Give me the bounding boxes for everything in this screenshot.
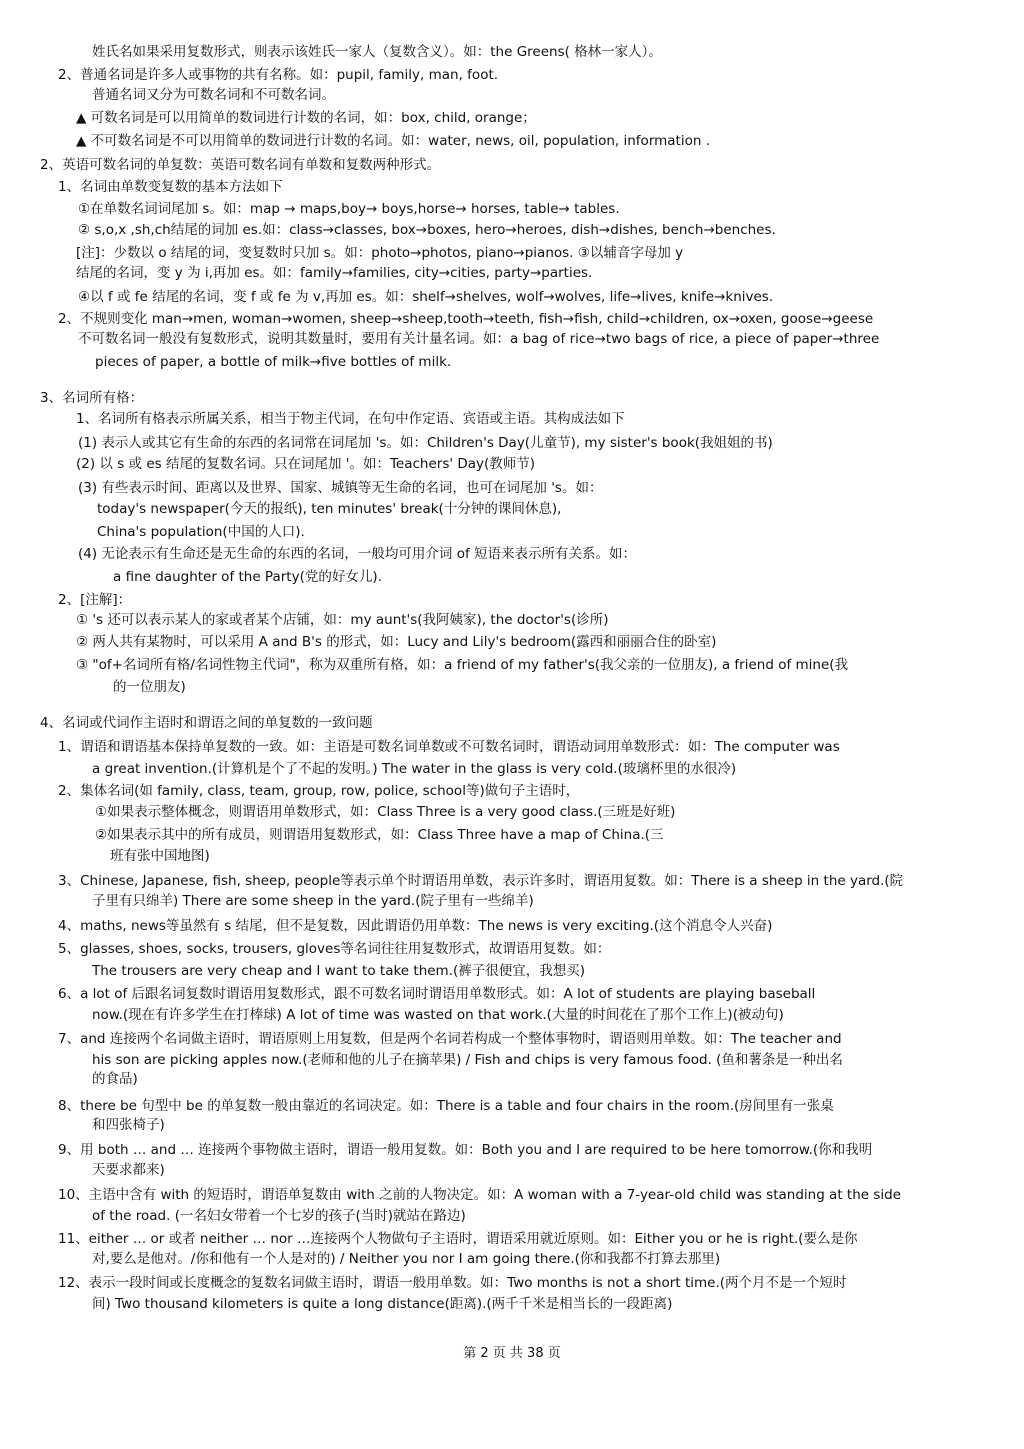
- text-line: [注]：少数以 o 结尾的词，变复数时只加 s。如：photo→photos, piano→pianos. ③以辅音字母加 y: [76, 245, 684, 261]
- text-line: 3、Chinese, Japanese, fish, sheep, people等表示单个时谓语用单数，表示许多时，谓语用复数。如：There is a sheep in the yard.(院: [58, 873, 904, 889]
- text-line: a fine daughter of the Party(党的好女儿).: [113, 569, 382, 585]
- text-line: 6、a lot of 后跟名词复数时谓语用复数形式，跟不可数名词时谓语用单数形式。如：A lot of students are playing baseball: [58, 986, 816, 1002]
- text-line: of the road. (一名妇女带着一个七岁的孩子(当时)就站在路边): [92, 1208, 466, 1224]
- text-line: 1、名词所有格表示所属关系，相当于物主代词，在句中作定语、宾语或主语。其构成法如下: [76, 411, 625, 427]
- text-line: 子里有只绵羊) There are some sheep in the yard.(院子里有一些绵羊): [92, 893, 534, 909]
- text-line: (3) 有些表示时间、距离以及世界、国家、城镇等无生命的名词，也可在词尾加 's。如：: [78, 480, 603, 496]
- text-line: 1、谓语和谓语基本保持单复数的一致。如：主语是可数名词单数或不可数名词时，谓语动词用单数形式：如：The computer was: [58, 739, 840, 755]
- text-line: (1) 表示人或其它有生命的东西的名词常在词尾加 's。如：Children's Day(儿童节), my sister's book(我姐姐的书): [78, 435, 773, 451]
- text-line: ▲ 可数名词是可以用简单的数词进行计数的名词，如：box, child, orange；: [76, 110, 536, 126]
- text-line: 和四张椅子): [92, 1117, 165, 1133]
- text-line: ①如果表示整体概念，则谓语用单数形式，如：Class Three is a very good class.(三班是好班): [95, 804, 676, 820]
- text-line: 4、名词或代词作主语时和谓语之间的单复数的一致问题: [40, 715, 373, 731]
- text-line: today's newspaper(今天的报纸), ten minutes' break(十分钟的课间休息),: [97, 501, 562, 517]
- text-line: 天要求都来): [92, 1162, 165, 1178]
- text-line: 1、名词由单数变复数的基本方法如下: [58, 179, 283, 195]
- text-line: 10、主语中含有 with 的短语时，谓语单复数由 with 之前的人物决定。如：A woman with a 7-year-old child was standing at the side: [58, 1187, 902, 1203]
- text-line: (2) 以 s 或 es 结尾的复数名词。只在词尾加 '。如：Teachers' Day(教师节): [76, 456, 536, 472]
- text-line: ①在单数名词词尾加 s。如：map → maps,boy→ boys,horse→ horses, table→ tables.: [78, 201, 620, 217]
- text-line: 班有张中国地图): [110, 848, 210, 864]
- text-line: a great invention.(计算机是个了不起的发明。) The water in the glass is very cold.(玻璃杯里的水很冷): [92, 761, 737, 777]
- text-line: 9、用 both … and … 连接两个事物做主语时，谓语一般用复数。如：Both you and I are required to be here tomorrow.(你和我明: [58, 1142, 873, 1158]
- text-line: 2、普通名词是许多人或事物的共有名称。如：pupil, family, man, foot.: [58, 67, 499, 83]
- text-line: ④以 f 或 fe 结尾的名词，变 f 或 fe 为 v,再加 es。如：shelf→shelves, wolf→wolves, life→lives, knife→knives.: [78, 289, 774, 305]
- text-line: 8、there be 句型中 be 的单复数一般由靠近的名词决定。如：There is a table and four chairs in the room.(房间里有一张桌: [58, 1098, 834, 1114]
- text-line: (4) 无论表示有生命还是无生命的东西的名词，一般均可用介词 of 短语来表示所有关系。如：: [78, 546, 637, 562]
- text-line: ②如果表示其中的所有成员，则谓语用复数形式，如：Class Three have a map of China.(三: [95, 827, 664, 843]
- text-line: 4、maths, news等虽然有 s 结尾，但不是复数，因此谓语仍用单数：The news is very exciting.(这个消息令人兴奋): [58, 918, 773, 934]
- text-line: 对,要么是他对。/你和他有一个人是对的) / Neither you nor I am going there.(你和我都不打算去那里): [92, 1251, 721, 1267]
- text-line: 11、either … or 或者 neither … nor …连接两个人物做句子主语时，谓语采用就近原则。如：Either you or he is right.(要么是你: [58, 1231, 858, 1247]
- text-line: 不可数名词一般没有复数形式，说明其数量时，要用有关计量名词。如：a bag of rice→two bags of rice, a piece of paper→three: [78, 331, 880, 347]
- text-line: his son are picking apples now.(老师和他的儿子在摘苹果) / Fish and chips is very famous food. (鱼和薯条是一种出名: [92, 1052, 843, 1068]
- page-footer: 第 2 页 共 38 页: [463, 1346, 561, 1361]
- text-line: now.(现在有许多学生在打棒球) A lot of time was wasted on that work.(大量的时间花在了那个工作上)(被动句): [92, 1007, 784, 1023]
- text-line: 7、and 连接两个名词做主语时，谓语原则上用复数，但是两个名词若构成一个整体事物时，谓语则用单数。如：The teacher and: [58, 1031, 842, 1047]
- text-line: 5、glasses, shoes, socks, trousers, gloves等名词往往用复数形式，故谓语用复数。如：: [58, 941, 611, 957]
- text-line: 的一位朋友): [113, 679, 186, 695]
- text-line: ② s,o,x ,sh,ch结尾的词加 es.如：class→classes, box→boxes, hero→heroes, dish→dishes, bench→benches.: [78, 222, 776, 238]
- text-line: ▲ 不可数名词是不可以用简单的数词进行计数的名词。如：water, news, oil, population, information .: [76, 133, 710, 149]
- text-line: 2、集体名词(如 family, class, team, group, row, police, school等)做句子主语时，: [58, 783, 580, 799]
- text-line: 的食品): [92, 1071, 138, 1087]
- text-line: 12、表示一段时间或长度概念的复数名词做主语时，谓语一般用单数。如：Two months is not a short time.(两个月不是一个短时: [58, 1275, 847, 1291]
- text-line: ③ "of+名词所有格/名词性物主代词"，称为双重所有格，如：a friend of my father's(我父亲的一位朋友), a friend of mine(我: [76, 657, 849, 673]
- text-line: ② 两人共有某物时，可以采用 A and B's 的形式，如：Lucy and Lily's bedroom(露西和丽丽合住的卧室): [76, 634, 717, 650]
- text-line: ① 's 还可以表示某人的家或者某个店铺，如：my aunt's(我阿姨家), the doctor's(诊所): [76, 612, 609, 628]
- text-line: 结尾的名词，变 y 为 i,再加 es。如：family→families, city→cities, party→parties.: [76, 265, 593, 281]
- text-line: pieces of paper, a bottle of milk→five bottles of milk.: [95, 354, 452, 370]
- text-line: 姓氏名如果采用复数形式，则表示该姓氏一家人（复数含义）。如：the Greens( 格林一家人）。: [92, 44, 662, 60]
- text-line: 2、英语可数名词的单复数：英语可数名词有单数和复数两种形式。: [40, 157, 441, 173]
- text-line: 3、名词所有格：: [40, 390, 144, 406]
- text-line: 2、[注解]：: [58, 592, 132, 608]
- text-line: 2、不规则变化 man→men, woman→women, sheep→sheep,tooth→teeth, fish→fish, child→children, ox→oxen, goose→geese: [58, 311, 874, 327]
- text-line: 普通名词又分为可数名词和不可数名词。: [92, 87, 335, 103]
- text-line: China's population(中国的人口).: [97, 524, 305, 540]
- text-line: The trousers are very cheap and I want to take them.(裤子很便宜，我想买): [92, 963, 586, 979]
- text-line: 间) Two thousand kilometers is quite a long distance(距离).(两千千米是相当长的一段距离): [92, 1296, 673, 1312]
